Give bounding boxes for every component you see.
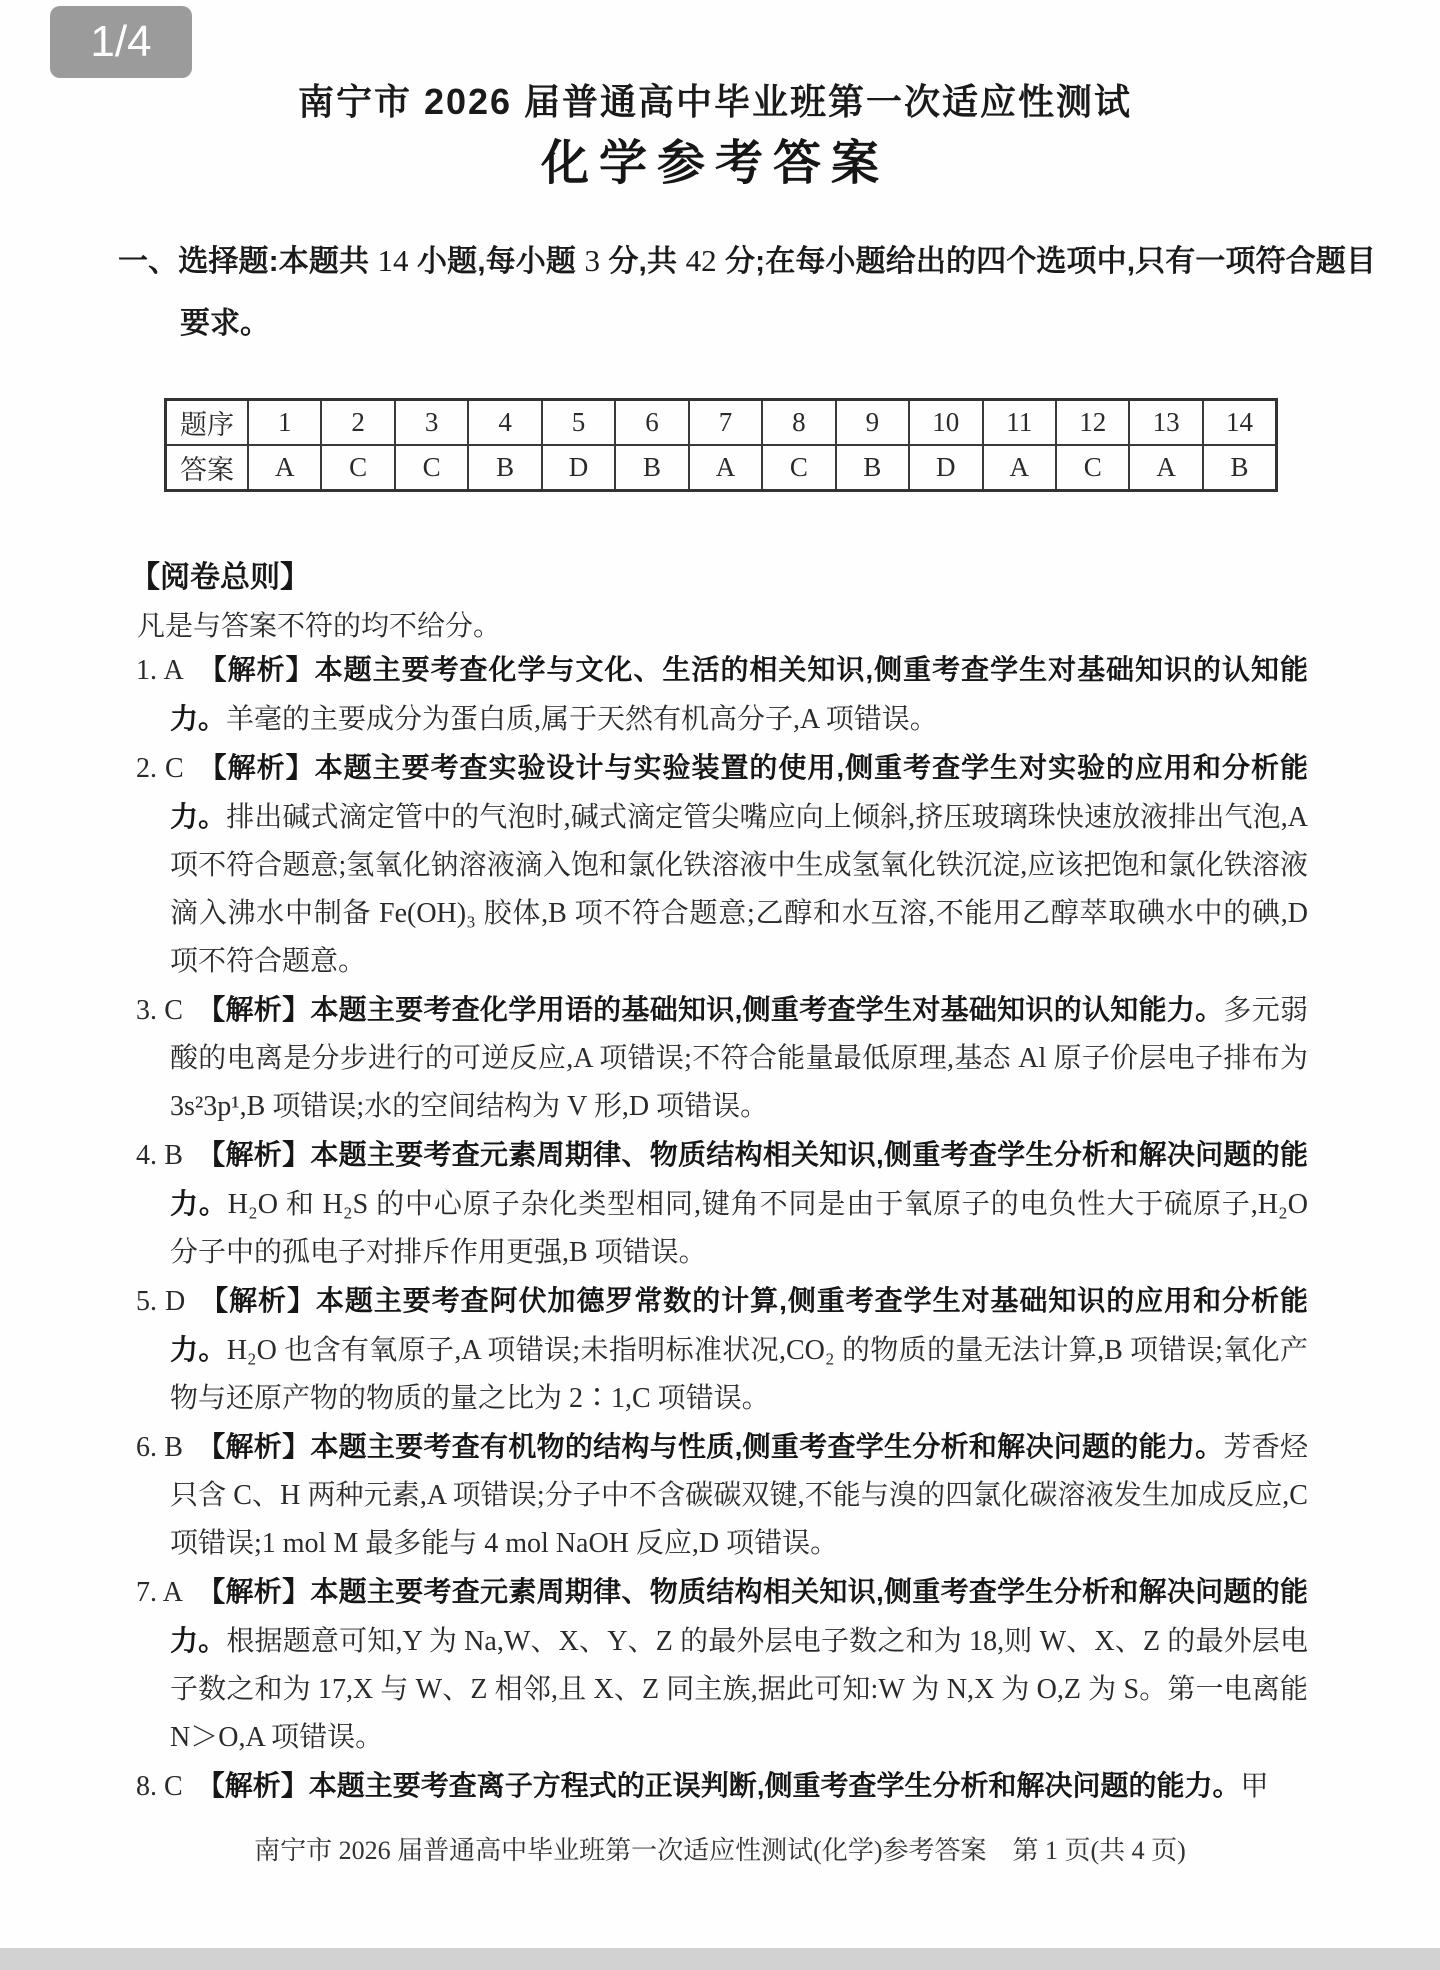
item-analysis: 【解析】本题主要考查实验设计与实验装置的使用,侧重考查学生对实验的应用和分析能力。 <box>170 752 1308 832</box>
question-number-cell: 5 <box>542 400 615 446</box>
answer-item-4 <box>136 1131 1308 1277</box>
question-number-cell: 10 <box>909 400 982 446</box>
answer-cell: C <box>395 445 468 491</box>
item-analysis: 【解析】本题主要考查化学用语的基础知识,侧重考查学生对基础知识的认知能力。 <box>196 994 1224 1025</box>
item-label: 2. C <box>136 753 184 784</box>
item-analysis: 【解析】本题主要考查元素周期律、物质结构相关知识,侧重考查学生分析和解决问题的能力。 <box>170 1576 1308 1656</box>
answer-cell: C <box>1056 445 1129 491</box>
answer-cell: D <box>542 445 615 491</box>
answer-row <box>166 445 1277 491</box>
question-number-cell: 13 <box>1129 400 1202 446</box>
answer-cell: B <box>836 445 909 491</box>
answer-item-8 <box>136 1762 1308 1811</box>
question-number-cell: 7 <box>689 400 762 446</box>
question-number-cell: 1 <box>248 400 321 446</box>
question-number-cell: 12 <box>1056 400 1129 446</box>
question-number-row <box>166 400 1277 446</box>
question-number-cell: 8 <box>762 400 835 446</box>
question-number-cell: 14 <box>1203 400 1277 446</box>
section-one-intro <box>118 230 1376 355</box>
page-footer: 南宁市 2026 届普通高中毕业班第一次适应性测试(化学)参考答案 第 1 页(共 4 页) <box>254 1836 1186 1865</box>
answer-item-2 <box>136 744 1308 986</box>
answer-item-6 <box>136 1423 1308 1568</box>
item-detail: H₂O 也含有氧原子,A 项错误;未指明标准状况,CO₂ 的物质的量无法计算,B 项错误;氧化产物与还原产物的物质的量之比为 2∶1,C 项错误。 <box>170 1335 1308 1414</box>
item-label: 1. A <box>136 655 184 686</box>
answer-cell: A <box>248 445 321 491</box>
doc-title: 南宁市 2026 届普通高中毕业班第一次适应性测试 <box>297 81 1133 122</box>
row-header-answer: 答案 <box>166 445 249 491</box>
item-detail: 羊毫的主要成分为蛋白质,属于天然有机高分子,A 项错误。 <box>226 704 938 735</box>
item-detail: 多元弱酸的电离是分步进行的可逆反应,A 项错误;不符合能量最低原理,基态 Al 原子价层电子排布为 3s²3p¹,B 项错误;水的空间结构为 V 形,D 项错误。 <box>170 995 1308 1122</box>
answer-cell: B <box>615 445 688 491</box>
intro-count: 14 <box>377 243 409 278</box>
answer-item-7 <box>136 1568 1308 1762</box>
item-analysis: 【解析】本题主要考查元素周期律、物质结构相关知识,侧重考查学生分析和解决问题的能力。 <box>170 1139 1308 1219</box>
page-indicator-badge: 1/4 <box>50 6 192 78</box>
item-label: 5. D <box>136 1286 186 1317</box>
answer-cell: D <box>909 445 982 491</box>
question-number-cell: 4 <box>468 400 541 446</box>
question-number-cell: 3 <box>395 400 468 446</box>
item-label: 8. C <box>136 1771 183 1802</box>
item-detail: H₂O 和 H₂S 的中心原子杂化类型相同,键角不同是由于氧原子的电负性大于硫原子,H₂O 分子中的孤电子对排斥作用更强,B 项错误。 <box>170 1189 1308 1268</box>
question-number-cell: 11 <box>983 400 1056 446</box>
grading-rule: 凡是与答案不符的均不给分。 <box>137 611 502 642</box>
answer-cell: A <box>1129 445 1202 491</box>
answer-cell: B <box>468 445 541 491</box>
item-detail: 芳香烃只含 C、H 两种元素,A 项错误;分子中不含碳碳双键,不能与溴的四氯化碳溶液发生加成反应,C 项错误;1 mol M 最多能与 4 mol NaOH 反应,D 项错误。 <box>170 1432 1308 1559</box>
item-detail: 根据题意可知,Y 为 Na,W、X、Y、Z 的最外层电子数之和为 18,则 W、X、Z 的最外层电子数之和为 17,X 与 W、Z 相邻,且 X、Z 同主族,据此可知:W 为 N,X 为 O,Z 为 S。第一电离能 N＞O,A 项错误。 <box>170 1626 1308 1753</box>
answer-cell: C <box>762 445 835 491</box>
question-number-cell: 9 <box>836 400 909 446</box>
item-analysis: 【解析】本题主要考查离子方程式的正误判断,侧重考查学生分析和解决问题的能力。 <box>196 1770 1241 1801</box>
bottom-scrollbar-track <box>0 1948 1440 1970</box>
grading-heading: 【阅卷总则】 <box>130 561 310 594</box>
doc-subtitle: 化学参考答案 <box>540 137 889 190</box>
item-detail: 甲 <box>1240 1771 1269 1802</box>
answer-table <box>164 398 1278 492</box>
answer-cell: A <box>983 445 1056 491</box>
answer-cell: B <box>1203 445 1277 491</box>
item-label: 6. B <box>136 1432 183 1463</box>
intro-text: 分;在每小题给出的四个选项中,只有一项符合题目要求。 <box>180 245 1376 340</box>
item-analysis: 【解析】本题主要考查化学与文化、生活的相关知识,侧重考查学生对基础知识的认知能力。 <box>170 654 1308 734</box>
intro-text: 分,共 <box>599 245 686 278</box>
question-number-cell: 6 <box>615 400 688 446</box>
question-number-cell: 2 <box>321 400 394 446</box>
item-label: 4. B <box>136 1140 183 1171</box>
intro-text: 小题,每小题 <box>408 245 585 278</box>
answer-cell: A <box>689 445 762 491</box>
answer-item-5 <box>136 1277 1308 1423</box>
item-label: 3. C <box>136 995 183 1026</box>
answer-item-3 <box>136 986 1308 1131</box>
intro-points-each: 3 <box>584 243 600 278</box>
intro-text: 一、选择题:本题共 <box>118 245 378 278</box>
intro-points-total: 42 <box>685 243 717 278</box>
answer-cell: C <box>321 445 394 491</box>
item-label: 7. A <box>136 1577 183 1608</box>
item-analysis: 【解析】本题主要考查有机物的结构与性质,侧重考查学生分析和解决问题的能力。 <box>196 1431 1224 1462</box>
row-header-question: 题序 <box>166 400 249 446</box>
item-detail: 排出碱式滴定管中的气泡时,碱式滴定管尖嘴应向上倾斜,挤压玻璃珠快速放液排出气泡,A 项不符合题意;氢氧化钠溶液滴入饱和氯化铁溶液中生成氢氧化铁沉淀,应该把饱和氯化铁溶液滴入沸水中制备 Fe(OH)₃ 胶体,B 项不符合题意;乙醇和水互溶,不能用乙醇萃取碘水中的碘,D 项不符合题意。 <box>170 802 1308 977</box>
answer-item-1 <box>136 646 1308 744</box>
explanation-list <box>136 646 1308 1811</box>
item-analysis: 【解析】本题主要考查阿伏加德罗常数的计算,侧重考查学生对基础知识的应用和分析能力。 <box>170 1285 1308 1365</box>
